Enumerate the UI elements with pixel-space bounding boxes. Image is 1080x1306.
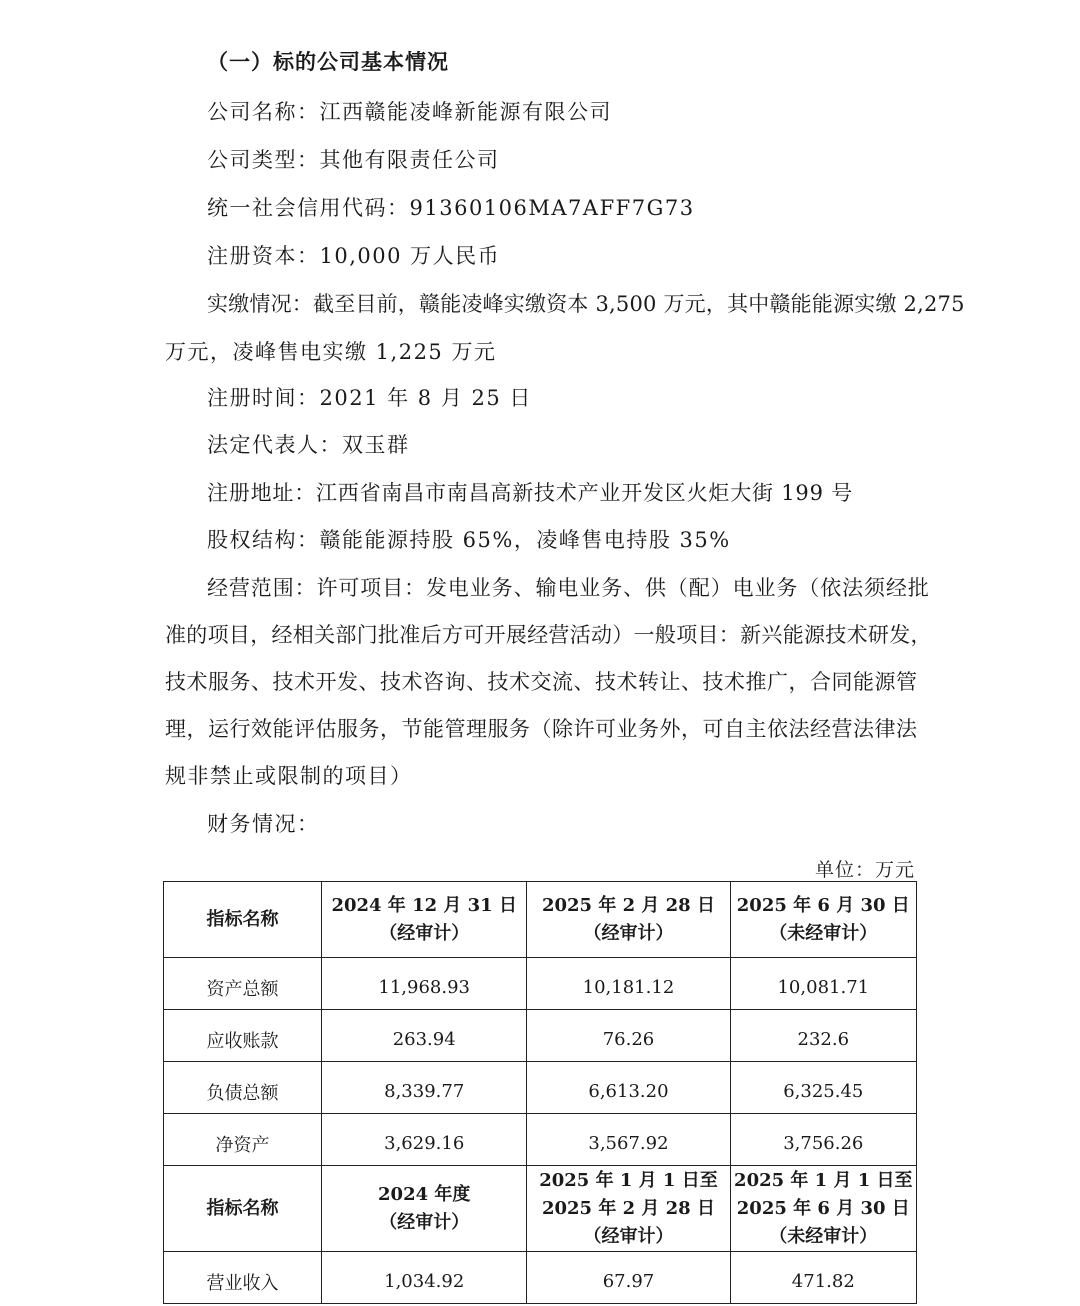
header2-col-3-line-1: 2025 年 1 月 1 日至 bbox=[734, 1169, 913, 1191]
header-col-2-line-1: 2025 年 2 月 28 日 bbox=[541, 894, 715, 916]
header2-col-3 bbox=[730, 1166, 916, 1252]
header2-col-1-line-1: 2024 年度 bbox=[378, 1183, 471, 1205]
registered-address: 注册地址：江西省南昌市南昌高新技术产业开发区火炬大街 199 号 bbox=[207, 481, 854, 505]
scope-line-2: 准的项目，经相关部门批准后方可开展经营活动）一般项目：新兴能源技术研发， bbox=[165, 623, 932, 647]
row-value: 6,325.45 bbox=[730, 1062, 916, 1114]
row-name: 净资产 bbox=[164, 1114, 322, 1166]
table-row bbox=[164, 1062, 917, 1114]
row-value: 10,081.71 bbox=[730, 958, 916, 1010]
company-type: 公司类型：其他有限责任公司 bbox=[207, 148, 500, 172]
equity-structure: 股权结构：赣能能源持股 65%，凌峰售电持股 35% bbox=[207, 528, 731, 552]
row-value: 471.82 bbox=[730, 1252, 916, 1304]
row-value: 1,034.92 bbox=[322, 1252, 527, 1304]
row-name: 营业收入 bbox=[164, 1252, 322, 1304]
header2-col-3-line-3: （未经审计） bbox=[769, 1225, 878, 1247]
table-row bbox=[164, 1252, 917, 1304]
header2-col-2-line-3: （经审计） bbox=[583, 1225, 674, 1247]
scope-line-3: 技术服务、技术开发、技术咨询、技术交流、技术转让、技术推广，合同能源管 bbox=[165, 670, 918, 694]
header-col-2 bbox=[527, 882, 730, 958]
registration-date: 注册时间：2021 年 8 月 25 日 bbox=[207, 386, 532, 410]
row-value: 263.94 bbox=[322, 1010, 527, 1062]
header-col-2-line-2: （经审计） bbox=[583, 922, 674, 944]
row-name: 应收账款 bbox=[164, 1010, 322, 1062]
row-name: 资产总额 bbox=[164, 958, 322, 1010]
finance-label: 财务情况： bbox=[207, 812, 320, 836]
unit-label: 单位：万元 bbox=[814, 859, 915, 881]
company-name: 公司名称：江西赣能凌峰新能源有限公司 bbox=[207, 100, 612, 124]
scope-line-4: 理，运行效能评估服务，节能管理服务（除许可业务外，可自主依法经营法律法 bbox=[165, 717, 918, 741]
table-row bbox=[164, 958, 917, 1010]
credit-code: 统一社会信用代码：91360106MA7AFF7G73 bbox=[207, 196, 695, 220]
row-value: 67.97 bbox=[527, 1252, 730, 1304]
row-value: 11,968.93 bbox=[322, 958, 527, 1010]
header-col-1-line-1: 2024 年 12 月 31 日 bbox=[331, 894, 517, 916]
section-heading: （一）标的公司基本情况 bbox=[207, 49, 449, 74]
financial-table bbox=[163, 881, 917, 1304]
header-col-1-line-2: （经审计） bbox=[379, 922, 470, 944]
legal-representative: 法定代表人：双玉群 bbox=[207, 433, 410, 457]
row-value: 10,181.12 bbox=[527, 958, 730, 1010]
registered-capital: 注册资本：10,000 万人民币 bbox=[207, 244, 501, 268]
header-col-3-line-1: 2025 年 6 月 30 日 bbox=[736, 894, 910, 916]
row-value: 3,567.92 bbox=[527, 1114, 730, 1166]
row-value: 8,339.77 bbox=[322, 1062, 527, 1114]
header2-col-3-line-2: 2025 年 6 月 30 日 bbox=[736, 1197, 910, 1219]
paid-in-line-2: 万元，凌峰售电实缴 1,225 万元 bbox=[165, 340, 497, 364]
table-header-row bbox=[164, 882, 917, 958]
header-col-3 bbox=[730, 882, 916, 958]
scope-line-1: 经营范围：许可项目：发电业务、输电业务、供（配）电业务（依法须经批 bbox=[207, 576, 930, 600]
row-value: 3,629.16 bbox=[322, 1114, 527, 1166]
paid-in-line-1: 实缴情况：截至目前，赣能凌峰实缴资本 3,500 万元，其中赣能能源实缴 2,275 bbox=[207, 292, 965, 316]
table-row bbox=[164, 1010, 917, 1062]
table-header-row-2 bbox=[164, 1166, 917, 1252]
header-col-3-line-2: （未经审计） bbox=[769, 922, 878, 944]
header2-col-2 bbox=[527, 1166, 730, 1252]
row-value: 232.6 bbox=[730, 1010, 916, 1062]
header2-col-2-line-1: 2025 年 1 月 1 日至 bbox=[539, 1169, 718, 1191]
header-label: 指标名称 bbox=[164, 882, 322, 958]
scope-line-5: 规非禁止或限制的项目） bbox=[165, 764, 413, 788]
header2-col-2-line-2: 2025 年 2 月 28 日 bbox=[541, 1197, 715, 1219]
row-value: 76.26 bbox=[527, 1010, 730, 1062]
row-value: 6,613.20 bbox=[527, 1062, 730, 1114]
table-row bbox=[164, 1114, 917, 1166]
header2-label: 指标名称 bbox=[164, 1166, 322, 1252]
header2-col-1-line-2: （经审计） bbox=[379, 1211, 470, 1233]
header-col-1 bbox=[322, 882, 527, 958]
row-value: 3,756.26 bbox=[730, 1114, 916, 1166]
row-name: 负债总额 bbox=[164, 1062, 322, 1114]
header2-col-1 bbox=[322, 1166, 527, 1252]
